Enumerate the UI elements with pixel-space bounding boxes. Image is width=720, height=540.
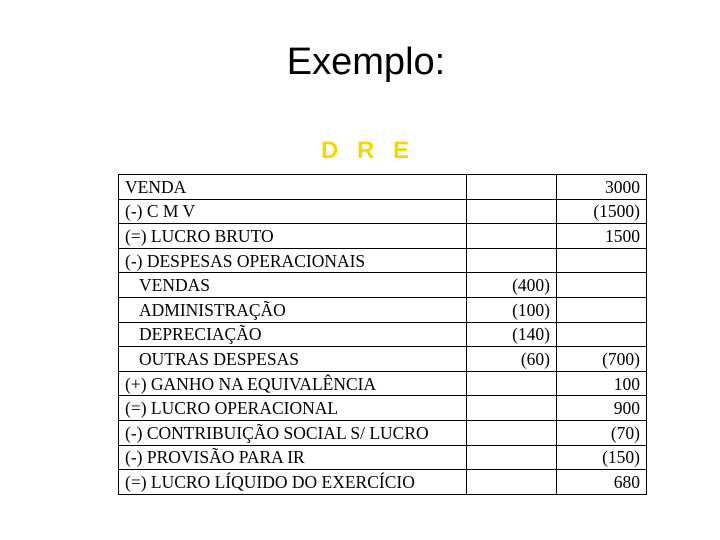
row-sub-value: (140) xyxy=(467,322,557,347)
row-label: (=) LUCRO LÍQUIDO DO EXERCÍCIO xyxy=(119,470,467,495)
row-sub-value xyxy=(467,396,557,421)
row-sub-value xyxy=(467,371,557,396)
row-total-value xyxy=(557,248,647,273)
row-total-value xyxy=(557,273,647,298)
row-total-value xyxy=(557,322,647,347)
row-label: VENDAS xyxy=(119,273,467,298)
row-label: (-) C M V xyxy=(119,199,467,224)
row-sub-value xyxy=(467,224,557,249)
row-sub-value xyxy=(467,175,557,200)
row-label: DEPRECIAÇÃO xyxy=(119,322,467,347)
table-row-lucro-liquido xyxy=(119,470,647,495)
row-total-value: 900 xyxy=(557,396,647,421)
row-sub-value xyxy=(467,420,557,445)
table-row-despesas-operacionais xyxy=(119,248,647,273)
row-total-value xyxy=(557,297,647,322)
page-title: Exemplo: xyxy=(286,41,446,83)
table-row-lucro-bruto xyxy=(119,224,647,249)
row-label: (=) LUCRO OPERACIONAL xyxy=(119,396,467,421)
table-row-vendas xyxy=(119,273,647,298)
table-row-outras-despesas xyxy=(119,347,647,372)
row-sub-value: (100) xyxy=(467,297,557,322)
row-sub-value xyxy=(467,445,557,470)
table-row-provisao-ir xyxy=(119,445,647,470)
table-row-depreciacao xyxy=(119,322,647,347)
dre-heading: D R E xyxy=(320,137,415,164)
row-label: VENDA xyxy=(119,175,467,200)
row-label: (+) GANHO NA EQUIVALÊNCIA xyxy=(119,371,467,396)
table-row-venda xyxy=(119,175,647,200)
row-label: (=) LUCRO BRUTO xyxy=(119,224,467,249)
row-total-value: 680 xyxy=(557,470,647,495)
row-sub-value xyxy=(467,248,557,273)
row-label: ADMINISTRAÇÃO xyxy=(119,297,467,322)
dre-table xyxy=(118,174,647,495)
table-row-ganho-equivalencia xyxy=(119,371,647,396)
row-total-value: 3000 xyxy=(557,175,647,200)
row-label: (-) DESPESAS OPERACIONAIS xyxy=(119,248,467,273)
row-label: (-) PROVISÃO PARA IR xyxy=(119,445,467,470)
table-row-cmv xyxy=(119,199,647,224)
row-total-value: (70) xyxy=(557,420,647,445)
row-total-value: (700) xyxy=(557,347,647,372)
row-total-value: 100 xyxy=(557,371,647,396)
row-sub-value xyxy=(467,199,557,224)
row-sub-value xyxy=(467,470,557,495)
table-row-contribuicao-social xyxy=(119,420,647,445)
row-total-value: (150) xyxy=(557,445,647,470)
row-label: (-) CONTRIBUIÇÃO SOCIAL S/ LUCRO xyxy=(119,420,467,445)
row-sub-value: (400) xyxy=(467,273,557,298)
table-row-administracao xyxy=(119,297,647,322)
row-sub-value: (60) xyxy=(467,347,557,372)
row-total-value: 1500 xyxy=(557,224,647,249)
row-label: OUTRAS DESPESAS xyxy=(119,347,467,372)
table-row-lucro-operacional xyxy=(119,396,647,421)
row-total-value: (1500) xyxy=(557,199,647,224)
